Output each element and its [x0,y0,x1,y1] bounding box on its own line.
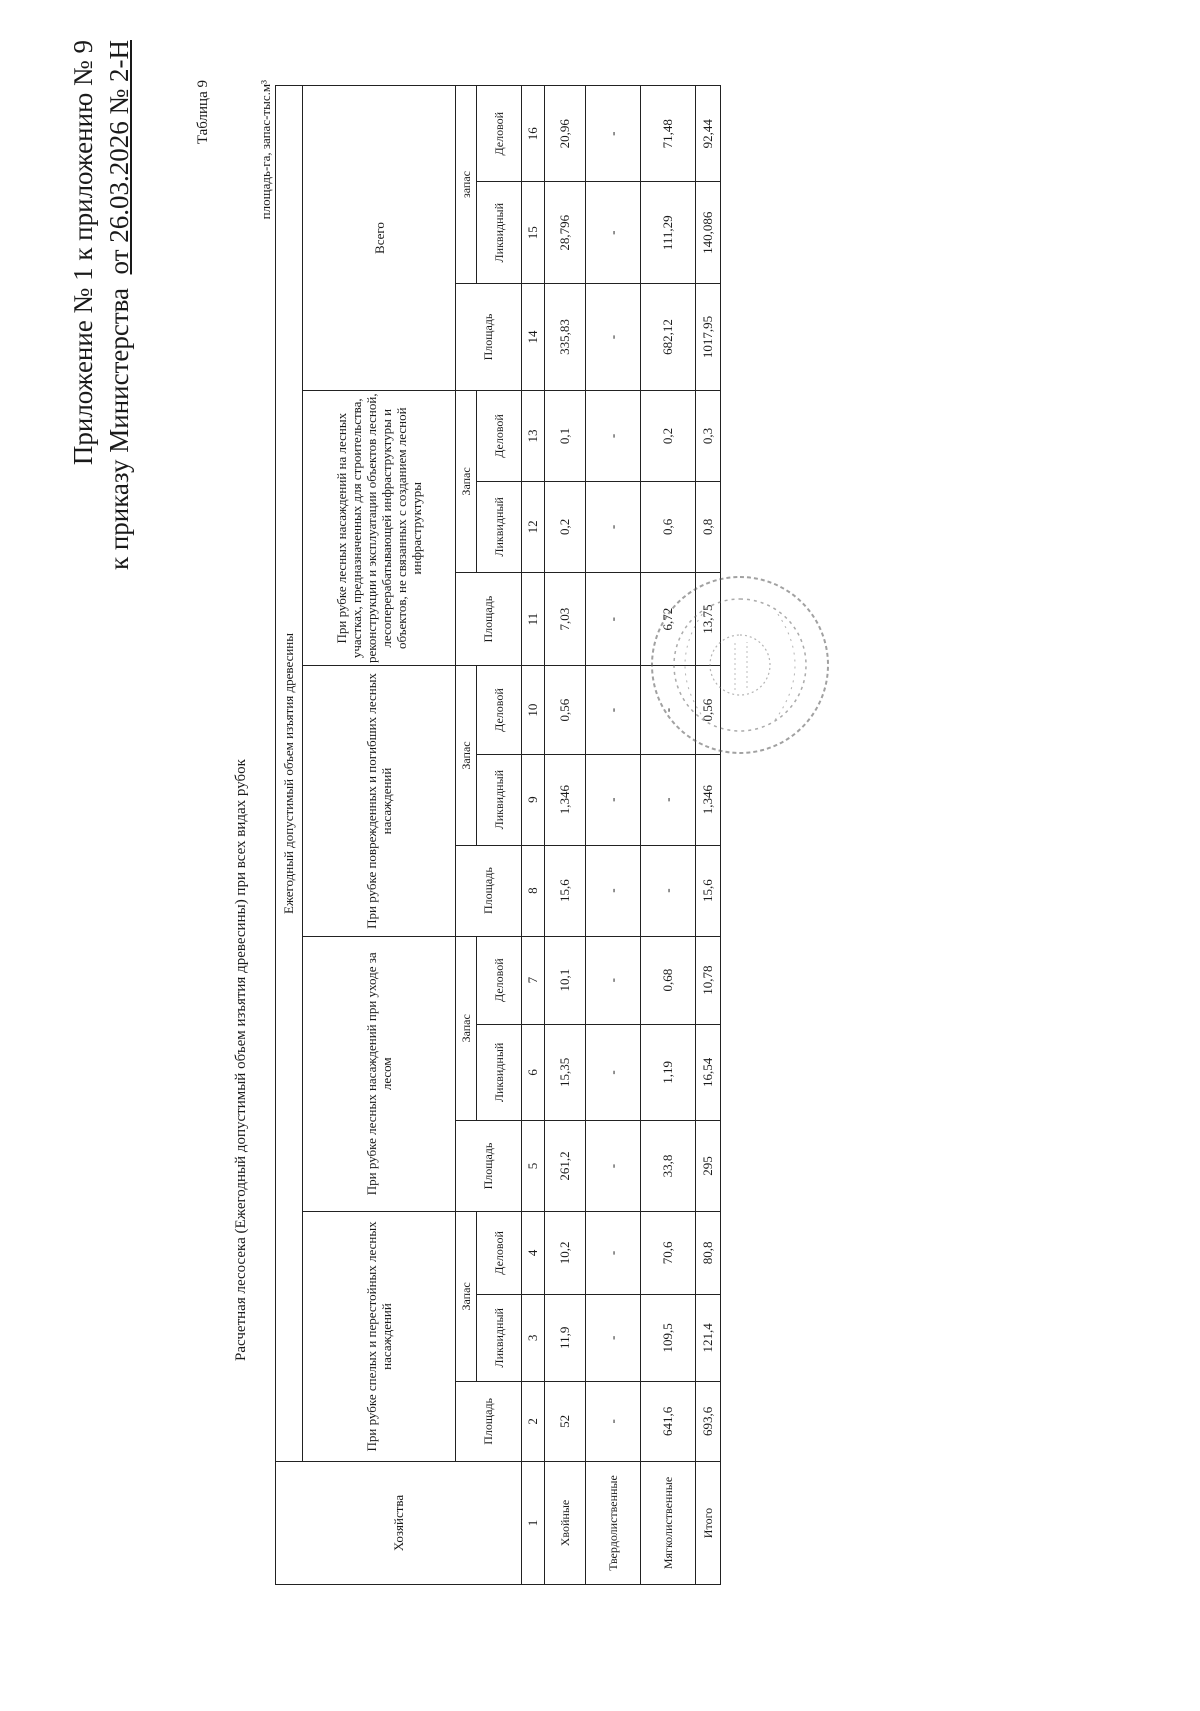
row-name: Хвойные [545,1461,586,1584]
cell-value: 15,6 [696,845,721,936]
cell-value: - [641,754,696,845]
cell-value: - [586,936,641,1024]
group-damaged-stands: При рубке поврежденных и погибших лесных насаждений [303,666,456,936]
table-row [641,86,696,1585]
column-number: 8 [522,845,545,936]
appendix-title: Приложение № 1 к приложению № 9 [68,40,98,466]
cell-value: 0,6 [641,481,696,572]
sub-stock: Запас [456,1211,477,1381]
units-note: площадь-га, запас-тыс.м³ [258,80,273,220]
cell-value: 0,3 [696,391,721,482]
column-number: 2 [522,1381,545,1461]
cell-value: - [586,481,641,572]
cell-value: 0,68 [641,936,696,1024]
cell-value: 0,8 [696,481,721,572]
cell-value: 140,086 [696,182,721,284]
cell-value: 10,1 [545,936,586,1024]
cell-value: 641,6 [641,1381,696,1461]
sub-area: Площадь [456,1121,522,1212]
cell-value: - [586,86,641,182]
cell-value: 6,72 [641,572,696,666]
cell-value: 7,03 [545,572,586,666]
table-caption: Расчетная лесосека (Ежегодный допустимый объем изъятия древесины) при всех видах рубок [233,759,249,1361]
column-number: 3 [522,1294,545,1381]
cell-value: 92,44 [696,86,721,182]
sub-business: Деловой [477,391,522,482]
group-thinning: При рубке лесных насаждений при уходе за лесом [303,936,456,1211]
sub-stock: Запас [456,391,477,573]
cell-value: 109,5 [641,1294,696,1381]
sub-area: Площадь [456,845,522,936]
column-number: 9 [522,754,545,845]
column-number: 12 [522,481,545,572]
cell-value: 261,2 [545,1121,586,1212]
cell-value: 0,56 [696,666,721,754]
cell-value: 52 [545,1381,586,1461]
column-number: 16 [522,86,545,182]
cell-value: 80,8 [696,1211,721,1294]
cell-value: 0,1 [545,391,586,482]
cell-value: 693,6 [696,1381,721,1461]
cell-value: - [586,1211,641,1294]
sub-stock: Запас [456,936,477,1121]
cell-value: - [641,845,696,936]
sub-business: Деловой [477,1211,522,1294]
cell-value: - [586,1024,641,1120]
cell-value: 28,796 [545,182,586,284]
appendix-header [65,40,137,600]
cell-value: - [586,572,641,666]
cell-value: - [586,666,641,754]
allowable-cut-table [275,85,721,1585]
cell-value: 335,83 [545,284,586,391]
group-infrastructure: При рубке лесных насаждений на лесных участках, предназначенных для строительства, реконструкции и эксплуатации объектов лесной, лесоперерабатывающей инфраструктуры и объектов, не связанных с созданием лесной инфраструктуры [303,391,456,666]
cell-value: 16,54 [696,1024,721,1120]
table-row [586,86,641,1585]
header-farms: Хозяйства [276,1461,522,1584]
cell-value: 11,9 [545,1294,586,1381]
sub-business: Деловой [477,666,522,754]
cell-value: 295 [696,1121,721,1212]
sub-stock: запас [456,86,477,284]
cell-value: 71,48 [641,86,696,182]
cell-value: 1017,95 [696,284,721,391]
sub-liquid: Ликвидный [477,1294,522,1381]
group-total: Всего [303,86,456,391]
cell-value: 13,75 [696,572,721,666]
cell-value: 0,2 [545,481,586,572]
cell-value: 15,35 [545,1024,586,1120]
cell-value: - [641,666,696,754]
column-number: 10 [522,666,545,754]
cell-value: - [586,391,641,482]
cell-value: 10,78 [696,936,721,1024]
column-number: 13 [522,391,545,482]
cell-value: 111,29 [641,182,696,284]
cell-value: 15,6 [545,845,586,936]
cell-value: 1,346 [696,754,721,845]
cell-value: 0,56 [545,666,586,754]
column-number: 5 [522,1121,545,1212]
sub-liquid: Ликвидный [477,754,522,845]
cell-value: - [586,754,641,845]
sub-area: Площадь [456,572,522,666]
cell-value: 121,4 [696,1294,721,1381]
column-number: 14 [522,284,545,391]
row-name: Твердолиственные [586,1461,641,1584]
column-number: 6 [522,1024,545,1120]
sub-business: Деловой [477,86,522,182]
column-number: 4 [522,1211,545,1294]
sub-stock: Запас [456,666,477,845]
cell-value: - [586,1121,641,1212]
sub-liquid: Ликвидный [477,481,522,572]
cell-value: - [586,1294,641,1381]
order-prefix: к приказу Министерства [104,287,134,571]
row-name: Итого [696,1461,721,1584]
column-number: 1 [522,1461,545,1584]
sub-liquid: Ликвидный [477,182,522,284]
column-number: 7 [522,936,545,1024]
column-number: 11 [522,572,545,666]
cell-value: 33,8 [641,1121,696,1212]
sub-liquid: Ликвидный [477,1024,522,1120]
table-row-total [696,86,721,1585]
cell-value: - [586,284,641,391]
cell-value: 10,2 [545,1211,586,1294]
cell-value: 20,96 [545,86,586,182]
sub-area: Площадь [456,284,522,391]
cell-value: - [586,182,641,284]
group-mature-stands: При рубке спелых и перестойных лесных насаждений [303,1211,456,1461]
table-row [545,86,586,1585]
sub-business: Деловой [477,936,522,1024]
order-reference [101,40,137,600]
rotated-sheet [45,40,1185,1640]
cell-value: 1,19 [641,1024,696,1120]
cell-value: - [586,1381,641,1461]
cell-value: 1,346 [545,754,586,845]
row-name: Мягколиственные [641,1461,696,1584]
cell-value: 0,2 [641,391,696,482]
cell-value: - [586,845,641,936]
cell-value: 70,6 [641,1211,696,1294]
sub-area: Площадь [456,1381,522,1461]
cell-value: 682,12 [641,284,696,391]
column-number: 15 [522,182,545,284]
official-seal-stamp [645,570,835,760]
header-annual-volume: Ежегодный допустимый объем изъятия древесины [276,86,303,1462]
table-number: Таблица 9 [195,80,211,145]
order-date: от 26.03.2026 № 2-Н [104,40,134,275]
